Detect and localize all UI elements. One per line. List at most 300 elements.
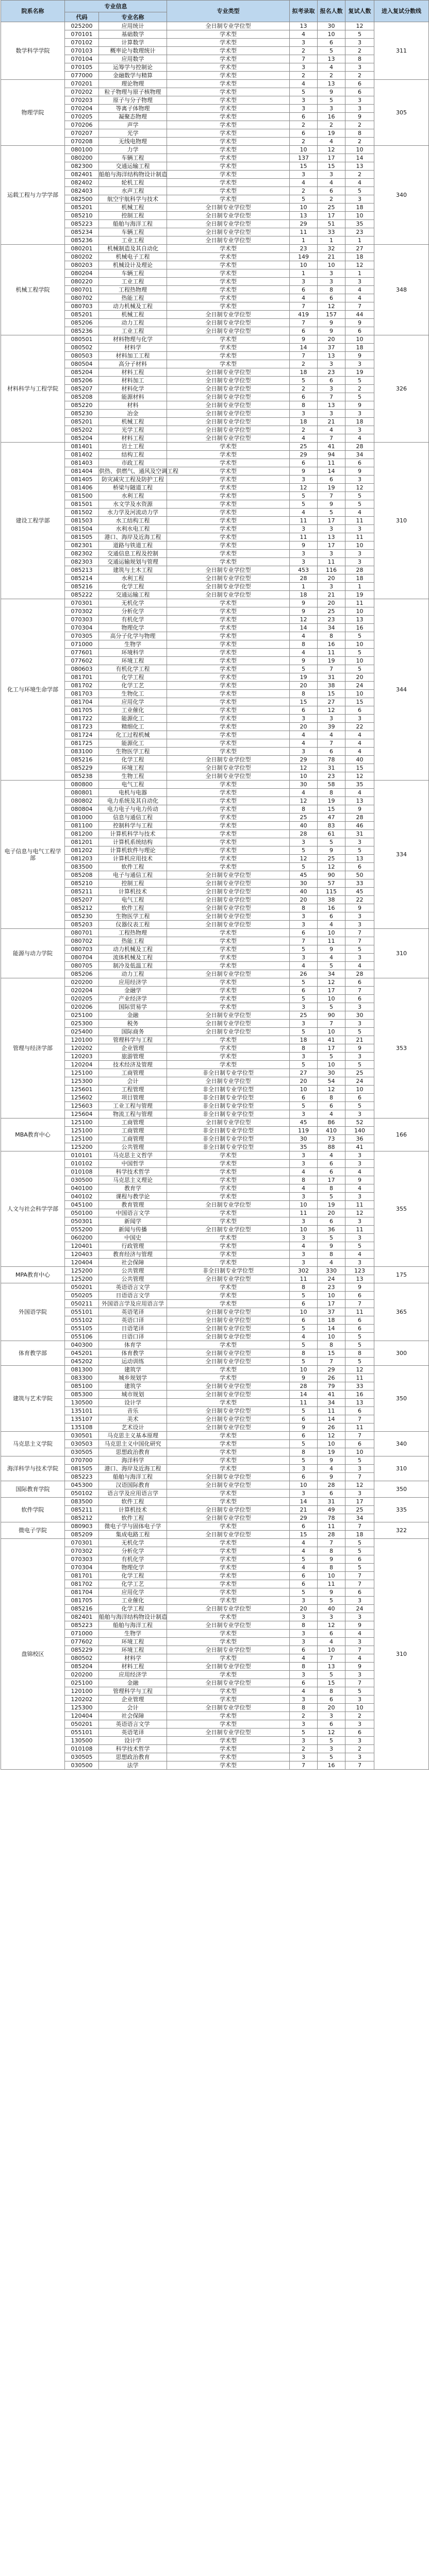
cell-type: 全日制专业学位型 bbox=[167, 418, 290, 426]
cell-admit: 5 bbox=[345, 1061, 374, 1069]
cell-apply: 25 bbox=[318, 204, 345, 212]
table-row bbox=[1, 665, 429, 673]
table-row bbox=[1, 236, 429, 245]
table-row bbox=[1, 113, 429, 121]
cell-admit: 7 bbox=[345, 1473, 374, 1481]
cell-admit: 10 bbox=[345, 212, 374, 220]
cell-quota: 30 bbox=[290, 879, 318, 888]
cell-type: 学术型 bbox=[167, 195, 290, 204]
cell-name: 运筹学与控制论 bbox=[99, 63, 167, 72]
table-row bbox=[1, 533, 429, 541]
cell-code: 055101 bbox=[65, 1728, 99, 1737]
cell-type: 学术型 bbox=[167, 1597, 290, 1605]
cell-apply: 10 bbox=[318, 1028, 345, 1036]
table-row bbox=[1, 121, 429, 129]
cell-type: 全日制专业学位型 bbox=[167, 1020, 290, 1028]
table-row bbox=[1, 624, 429, 632]
cell-apply: 7 bbox=[318, 492, 345, 500]
cell-name: 国际贸易学 bbox=[99, 1003, 167, 1011]
cell-admit: 10 bbox=[345, 690, 374, 698]
cell-quota: 4 bbox=[290, 294, 318, 302]
cell-quota: 12 bbox=[290, 855, 318, 863]
cell-quota: 3 bbox=[290, 1753, 318, 1761]
cell-name: 日语语言文学 bbox=[99, 1292, 167, 1300]
cell-apply: 3 bbox=[318, 360, 345, 368]
cell-apply: 13 bbox=[318, 533, 345, 541]
cell-apply: 26 bbox=[318, 1374, 345, 1382]
cell-admit: 17 bbox=[345, 1498, 374, 1506]
cell-apply: 20 bbox=[318, 574, 345, 583]
cell-type: 学术型 bbox=[167, 1687, 290, 1696]
cell-code: 125200 bbox=[65, 1143, 99, 1151]
cell-quota: 4 bbox=[290, 962, 318, 970]
cell-line: 310 bbox=[374, 1539, 429, 1770]
cell-admit: 5 bbox=[345, 1333, 374, 1341]
cell-admit: 21 bbox=[345, 1036, 374, 1044]
cell-admit: 10 bbox=[345, 1086, 374, 1094]
table-row bbox=[1, 204, 429, 212]
cell-type: 全日制专业学位型 bbox=[167, 1663, 290, 1671]
cell-name: 材料加工工程 bbox=[99, 352, 167, 360]
cell-quota: 12 bbox=[290, 484, 318, 492]
cell-type: 学术型 bbox=[167, 459, 290, 467]
cell-name: 能源化工 bbox=[99, 715, 167, 723]
cell-type: 全日制专业学位型 bbox=[167, 1506, 290, 1514]
table-row bbox=[1, 591, 429, 599]
cell-code: 050201 bbox=[65, 1720, 99, 1728]
table-row bbox=[1, 607, 429, 616]
cell-name: 工程管理 bbox=[99, 1086, 167, 1094]
cell-quota: 6 bbox=[290, 286, 318, 294]
cell-apply: 41 bbox=[318, 1391, 345, 1399]
cell-type: 非全日制专业学位型 bbox=[167, 1267, 290, 1275]
cell-code: 085203 bbox=[65, 921, 99, 929]
cell-apply: 54 bbox=[318, 1077, 345, 1086]
cell-name: 材料工程 bbox=[99, 1663, 167, 1671]
cell-name: 计算数学 bbox=[99, 39, 167, 47]
table-row bbox=[1, 138, 429, 146]
cell-quota: 3 bbox=[290, 1020, 318, 1028]
cell-name: 热能工程 bbox=[99, 294, 167, 302]
cell-admit: 2 bbox=[345, 138, 374, 146]
cell-admit: 23 bbox=[345, 228, 374, 236]
cell-apply: 5 bbox=[318, 1753, 345, 1761]
cell-code: 081404 bbox=[65, 467, 99, 476]
cell-name: 环境工程 bbox=[99, 1646, 167, 1654]
cell-type: 全日制专业学位型 bbox=[167, 426, 290, 434]
cell-name: 应用统计 bbox=[99, 22, 167, 30]
cell-type: 全日制专业学位型 bbox=[167, 212, 290, 220]
table-row bbox=[1, 1539, 429, 1547]
cell-apply: 88 bbox=[318, 1143, 345, 1151]
cell-name: 化学工艺 bbox=[99, 1580, 167, 1588]
table-row bbox=[1, 558, 429, 566]
cell-admit: 9 bbox=[345, 805, 374, 814]
cell-type: 学术型 bbox=[167, 1737, 290, 1745]
cell-quota: 10 bbox=[290, 1308, 318, 1316]
cell-type: 学术型 bbox=[167, 360, 290, 368]
cell-apply: 6 bbox=[318, 1696, 345, 1704]
cell-code: 080503 bbox=[65, 352, 99, 360]
cell-admit: 3 bbox=[345, 195, 374, 204]
cell-type: 全日制专业学位型 bbox=[167, 368, 290, 377]
cell-quota: 3 bbox=[290, 410, 318, 418]
cell-quota: 3 bbox=[290, 476, 318, 484]
cell-type: 全日制专业学位型 bbox=[167, 1481, 290, 1489]
cell-type: 学术型 bbox=[167, 352, 290, 360]
cell-code: 085201 bbox=[65, 418, 99, 426]
cell-quota: 3 bbox=[290, 1737, 318, 1745]
cell-type: 全日制专业学位型 bbox=[167, 1621, 290, 1630]
cell-name: 动力工程 bbox=[99, 319, 167, 327]
cell-quota: 4 bbox=[290, 649, 318, 657]
cell-apply: 1 bbox=[318, 236, 345, 245]
cell-name: 电气工程 bbox=[99, 781, 167, 789]
table-row bbox=[1, 1234, 429, 1242]
cell-admit: 6 bbox=[345, 1440, 374, 1448]
cell-quota: 9 bbox=[290, 657, 318, 665]
cell-code: 135108 bbox=[65, 1423, 99, 1432]
cell-name: 概率论与数理统计 bbox=[99, 47, 167, 55]
table-row bbox=[1, 401, 429, 410]
cell-quota: 8 bbox=[290, 690, 318, 698]
cell-admit: 9 bbox=[345, 1663, 374, 1671]
table-row bbox=[1, 459, 429, 467]
cell-code: 085210 bbox=[65, 879, 99, 888]
cell-apply: 5 bbox=[318, 838, 345, 846]
cell-apply: 34 bbox=[318, 624, 345, 632]
cell-type: 学术型 bbox=[167, 690, 290, 698]
cell-code: 080220 bbox=[65, 278, 99, 286]
cell-admit: 4 bbox=[345, 789, 374, 797]
cell-apply: 9 bbox=[318, 1456, 345, 1465]
table-row bbox=[1, 789, 429, 797]
cell-code: 080504 bbox=[65, 360, 99, 368]
cell-type: 学术型 bbox=[167, 723, 290, 731]
cell-apply: 12 bbox=[318, 706, 345, 715]
cell-type: 全日制专业学位型 bbox=[167, 1423, 290, 1432]
cell-apply: 13 bbox=[318, 1663, 345, 1671]
cell-name: 化学工程 bbox=[99, 673, 167, 682]
cell-quota: 10 bbox=[290, 1226, 318, 1234]
cell-admit: 15 bbox=[345, 764, 374, 772]
cell-code: 080204 bbox=[65, 269, 99, 278]
table-row bbox=[1, 55, 429, 63]
cell-admit: 10 bbox=[345, 146, 374, 154]
cell-type: 学术型 bbox=[167, 1300, 290, 1308]
cell-name: 机械设计及理论 bbox=[99, 261, 167, 269]
cell-line: 340 bbox=[374, 146, 429, 245]
cell-apply: 38 bbox=[318, 682, 345, 690]
cell-apply: 10 bbox=[318, 1292, 345, 1300]
table-row bbox=[1, 344, 429, 352]
cell-code: 070208 bbox=[65, 138, 99, 146]
cell-type: 全日制专业学位型 bbox=[167, 311, 290, 319]
cell-type: 学术型 bbox=[167, 335, 290, 344]
cell-admit: 12 bbox=[345, 1209, 374, 1217]
cell-apply: 31 bbox=[318, 1498, 345, 1506]
cell-type: 学术型 bbox=[167, 715, 290, 723]
cell-code: 020204 bbox=[65, 987, 99, 995]
cell-name: 高分子材料 bbox=[99, 360, 167, 368]
cell-apply: 4 bbox=[318, 1638, 345, 1646]
cell-quota: 29 bbox=[290, 1514, 318, 1522]
cell-admit: 46 bbox=[345, 822, 374, 830]
cell-name: 国际商务 bbox=[99, 1028, 167, 1036]
cell-apply: 78 bbox=[318, 1514, 345, 1522]
cell-quota: 7 bbox=[290, 302, 318, 311]
cell-apply: 2 bbox=[318, 195, 345, 204]
cell-type: 学术型 bbox=[167, 797, 290, 805]
cell-quota: 5 bbox=[290, 195, 318, 204]
cell-type: 全日制专业学位型 bbox=[167, 401, 290, 410]
cell-apply: 9 bbox=[318, 319, 345, 327]
cell-name: 理论物理 bbox=[99, 80, 167, 88]
cell-quota: 3 bbox=[290, 1597, 318, 1605]
cell-admit: 5 bbox=[345, 1358, 374, 1366]
cell-name: 控制科学与工程 bbox=[99, 822, 167, 830]
cell-quota: 3 bbox=[290, 1489, 318, 1498]
cell-apply: 27 bbox=[318, 698, 345, 706]
cell-code: 085201 bbox=[65, 311, 99, 319]
cell-admit: 5 bbox=[345, 1242, 374, 1250]
table-row bbox=[1, 673, 429, 682]
cell-admit: 5 bbox=[345, 649, 374, 657]
cell-apply: 7 bbox=[318, 1654, 345, 1663]
cell-code: 120202 bbox=[65, 1044, 99, 1053]
cell-name: 公共管理 bbox=[99, 1275, 167, 1283]
table-row bbox=[1, 1638, 429, 1646]
cell-admit: 4 bbox=[345, 1654, 374, 1663]
cell-school: 建筑与艺术学院 bbox=[1, 1366, 65, 1432]
cell-name: 城市规划 bbox=[99, 1391, 167, 1399]
cell-quota: 3 bbox=[290, 558, 318, 566]
table-row bbox=[1, 1489, 429, 1498]
table-header bbox=[1, 1, 429, 22]
cell-code: 085236 bbox=[65, 236, 99, 245]
cell-name: 结构工程 bbox=[99, 451, 167, 459]
cell-code: 050205 bbox=[65, 1292, 99, 1300]
cell-apply: 10 bbox=[318, 1333, 345, 1341]
table-row bbox=[1, 1333, 429, 1341]
table-row bbox=[1, 797, 429, 805]
cell-code: 055102 bbox=[65, 1316, 99, 1325]
cell-code: 081202 bbox=[65, 846, 99, 855]
cell-name: 有机化学 bbox=[99, 1555, 167, 1564]
cell-apply: 10 bbox=[318, 1061, 345, 1069]
cell-admit: 34 bbox=[345, 1514, 374, 1522]
cell-admit: 5 bbox=[345, 1687, 374, 1696]
table-row bbox=[1, 1374, 429, 1382]
table-row bbox=[1, 1382, 429, 1391]
cell-quota: 20 bbox=[290, 682, 318, 690]
cell-code: 081705 bbox=[65, 706, 99, 715]
cell-type: 全日制专业学位型 bbox=[167, 912, 290, 921]
table-row bbox=[1, 698, 429, 706]
table-row bbox=[1, 970, 429, 978]
cell-admit: 3 bbox=[345, 1003, 374, 1011]
cell-name: 应用经济学 bbox=[99, 978, 167, 987]
cell-code: 070102 bbox=[65, 39, 99, 47]
cell-apply: 23 bbox=[318, 772, 345, 781]
cell-name: 轮机工程 bbox=[99, 179, 167, 187]
cell-type: 学术型 bbox=[167, 649, 290, 657]
cell-code: 080800 bbox=[65, 781, 99, 789]
cell-name: 计算机应用技术 bbox=[99, 855, 167, 863]
cell-admit: 2 bbox=[345, 171, 374, 179]
cell-code: 120204 bbox=[65, 1061, 99, 1069]
cell-school: 软件学院 bbox=[1, 1498, 65, 1522]
cell-name: 企业管理 bbox=[99, 1696, 167, 1704]
cell-name: 生物化工 bbox=[99, 690, 167, 698]
cell-admit: 11 bbox=[345, 1308, 374, 1316]
cell-admit: 2 bbox=[345, 385, 374, 393]
cell-quota: 5 bbox=[290, 1061, 318, 1069]
cell-name: 英语口译 bbox=[99, 1316, 167, 1325]
cell-apply: 2 bbox=[318, 72, 345, 80]
cell-name: 生物医学工程 bbox=[99, 912, 167, 921]
cell-code: 077601 bbox=[65, 649, 99, 657]
cell-admit: 5 bbox=[345, 1547, 374, 1555]
cell-code: 125200 bbox=[65, 1267, 99, 1275]
cell-name: 动力工程 bbox=[99, 970, 167, 978]
cell-code: 060200 bbox=[65, 1234, 99, 1242]
cell-type: 学术型 bbox=[167, 245, 290, 253]
cell-quota: 4 bbox=[290, 434, 318, 443]
table-row bbox=[1, 690, 429, 698]
cell-type: 学术型 bbox=[167, 632, 290, 640]
cell-quota: 4 bbox=[290, 179, 318, 187]
cell-name: 马克思主义中国化研究 bbox=[99, 1440, 167, 1448]
table-row bbox=[1, 632, 429, 640]
cell-quota: 12 bbox=[290, 764, 318, 772]
cell-quota: 3 bbox=[290, 1160, 318, 1168]
cell-quota: 5 bbox=[290, 1456, 318, 1465]
cell-code: 080502 bbox=[65, 344, 99, 352]
cell-type: 学术型 bbox=[167, 1555, 290, 1564]
cell-code: 085216 bbox=[65, 756, 99, 764]
table-row bbox=[1, 261, 429, 269]
cell-name: 科学技术哲学 bbox=[99, 1168, 167, 1176]
cell-admit: 4 bbox=[345, 1184, 374, 1193]
table-row bbox=[1, 995, 429, 1003]
cell-type: 学术型 bbox=[167, 830, 290, 838]
cell-code: 070205 bbox=[65, 113, 99, 121]
cell-type: 学术型 bbox=[167, 344, 290, 352]
cell-code: 082302 bbox=[65, 550, 99, 558]
cell-admit: 5 bbox=[345, 1456, 374, 1465]
cell-admit: 3 bbox=[345, 360, 374, 368]
table-row bbox=[1, 72, 429, 80]
cell-name: 税务 bbox=[99, 1020, 167, 1028]
cell-name: 车辆工程 bbox=[99, 228, 167, 236]
cell-name: 技术经济及管理 bbox=[99, 1061, 167, 1069]
cell-code: 085238 bbox=[65, 772, 99, 781]
cell-quota: 3 bbox=[290, 954, 318, 962]
cell-admit: 1 bbox=[345, 583, 374, 591]
table-row bbox=[1, 1555, 429, 1564]
cell-quota: 2 bbox=[290, 121, 318, 129]
cell-type: 学术型 bbox=[167, 789, 290, 797]
cell-quota: 8 bbox=[290, 1704, 318, 1712]
cell-type: 学术型 bbox=[167, 1539, 290, 1547]
cell-school: 运载工程与力学学部 bbox=[1, 146, 65, 245]
cell-type: 学术型 bbox=[167, 1184, 290, 1193]
cell-name: 凝聚态物理 bbox=[99, 113, 167, 121]
cell-type: 学术型 bbox=[167, 1053, 290, 1061]
table-row bbox=[1, 739, 429, 748]
cell-code: 071000 bbox=[65, 1630, 99, 1638]
cell-apply: 6 bbox=[318, 748, 345, 756]
cell-code: 081100 bbox=[65, 822, 99, 830]
cell-code: 125604 bbox=[65, 1110, 99, 1118]
cell-quota: 4 bbox=[290, 1242, 318, 1250]
cell-apply: 4 bbox=[318, 426, 345, 434]
cell-type: 全日制专业学位型 bbox=[167, 1679, 290, 1687]
cell-type: 学术型 bbox=[167, 1036, 290, 1044]
cell-apply: 3 bbox=[318, 1613, 345, 1621]
cell-admit: 18 bbox=[345, 344, 374, 352]
cell-quota: 5 bbox=[290, 863, 318, 871]
cell-code: 120404 bbox=[65, 1259, 99, 1267]
cell-admit: 4 bbox=[345, 1630, 374, 1638]
table-row bbox=[1, 715, 429, 723]
cell-type: 全日制专业学位型 bbox=[167, 756, 290, 764]
cell-apply: 11 bbox=[318, 1407, 345, 1415]
cell-code: 085204 bbox=[65, 434, 99, 443]
cell-name: 环境工程 bbox=[99, 657, 167, 665]
cell-type: 学术型 bbox=[167, 1374, 290, 1382]
cell-type: 学术型 bbox=[167, 269, 290, 278]
table-row bbox=[1, 1061, 429, 1069]
cell-apply: 73 bbox=[318, 1135, 345, 1143]
cell-admit: 10 bbox=[345, 607, 374, 616]
cell-quota: 3 bbox=[290, 1003, 318, 1011]
table-row bbox=[1, 360, 429, 368]
cell-quota: 10 bbox=[290, 146, 318, 154]
cell-name: 工商管理 bbox=[99, 1069, 167, 1077]
cell-name: 动力机械及工程 bbox=[99, 302, 167, 311]
table-row bbox=[1, 377, 429, 385]
cell-quota: 3 bbox=[290, 1696, 318, 1704]
table-row bbox=[1, 129, 429, 138]
table-row bbox=[1, 517, 429, 525]
cell-name: 无线电物理 bbox=[99, 138, 167, 146]
cell-name: 软件工程 bbox=[99, 863, 167, 871]
cell-name: 粒子物理与原子核物理 bbox=[99, 88, 167, 96]
table-row bbox=[1, 929, 429, 937]
cell-name: 电子与通信工程 bbox=[99, 871, 167, 879]
cell-quota: 5 bbox=[290, 1102, 318, 1110]
cell-code: 082402 bbox=[65, 179, 99, 187]
cell-name: 电机与电器 bbox=[99, 789, 167, 797]
cell-admit: 11 bbox=[345, 599, 374, 607]
table-row bbox=[1, 368, 429, 377]
cell-quota: 4 bbox=[290, 1654, 318, 1663]
cell-admit: 6 bbox=[345, 88, 374, 96]
table-row bbox=[1, 1077, 429, 1086]
cell-apply: 3 bbox=[318, 105, 345, 113]
cell-quota: 4 bbox=[290, 1687, 318, 1696]
cell-type: 学术型 bbox=[167, 47, 290, 55]
cell-type: 全日制专业学位型 bbox=[167, 1728, 290, 1737]
cell-apply: 3 bbox=[318, 385, 345, 393]
cell-admit: 28 bbox=[345, 443, 374, 451]
cell-name: 热能工程 bbox=[99, 937, 167, 945]
cell-quota: 15 bbox=[290, 698, 318, 706]
cell-admit: 7 bbox=[345, 1522, 374, 1531]
cell-type: 学术型 bbox=[167, 187, 290, 195]
